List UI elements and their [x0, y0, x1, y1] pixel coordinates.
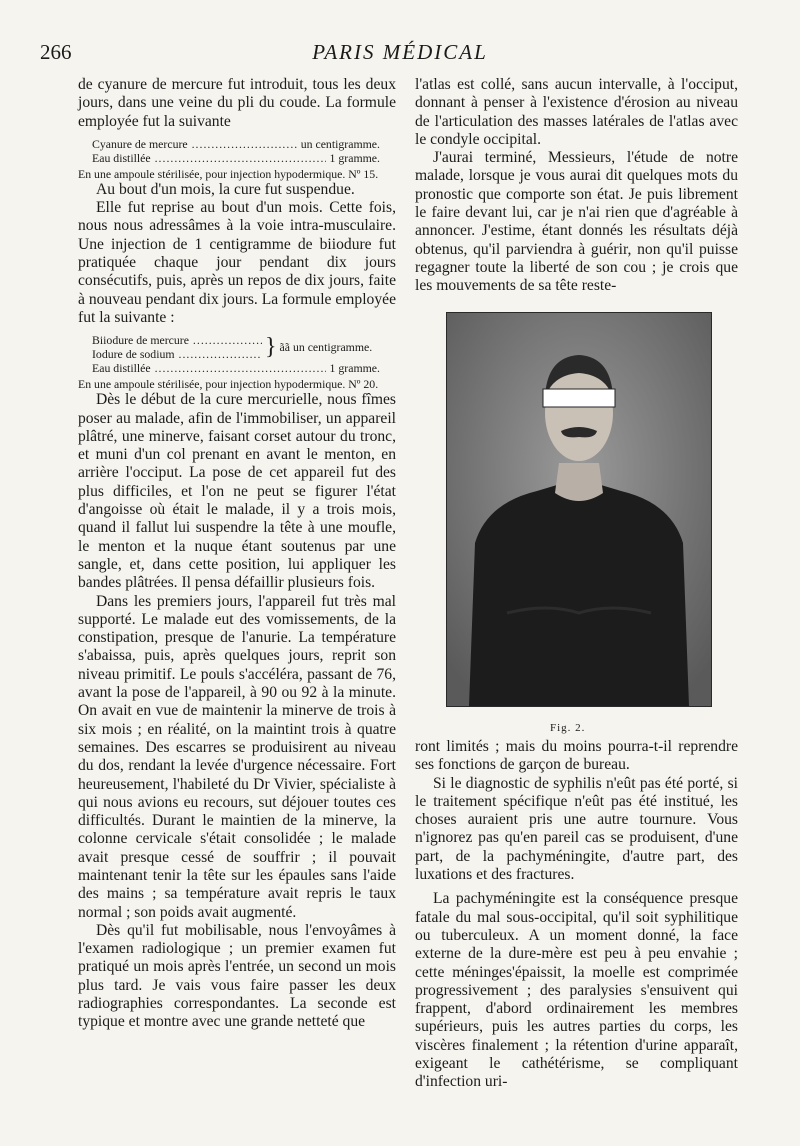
formula-quantity: 1 gramme.: [329, 150, 380, 165]
formula-block-2: [92, 333, 380, 375]
paragraph: J'aurai terminé, Messieurs, l'étude de notre malade, lorsque je vous aurai dit quelques mots du pronostic que comporte son état. Je puis librement le faire devant lui, car je n'ai rien que d'agréable à annoncer. J'estime, étant donnés les résultats déjà obtenus, qu'il parviendra à guérir, non qu'il puisse regagner toute la liberté de son cou ; je crois que les mouvements de sa tête reste-: [415, 149, 738, 295]
formula-note: En une ampoule stérilisée, pour injection hypodermique. Nº 20.: [78, 377, 379, 392]
journal-title: PARIS MÉDICAL: [312, 40, 488, 64]
formula-note: En une ampoule stérilisée, pour injection hypodermique. Nº 15.: [78, 166, 379, 181]
paragraph: Dès qu'il fut mobilisable, nous l'envoyâmes à l'examen radiologique ; un premier examen fut pratiqué un mois après l'entrée, un second un mois plus tard. Je vais vous faire passer les deux radiographies correspondantes. La seconde est typique et montre avec une grande netteté que: [78, 921, 396, 1031]
right-column-bottom: [415, 738, 738, 1092]
formula-ingredient: Iodure de sodium .....: [92, 347, 262, 361]
paragraph: ront limités ; mais du moins pourra-t-il reprendre ses fonctions de garçon de bureau.: [415, 738, 738, 774]
formula-ingredient: Biiodure de mercure .....: [92, 333, 262, 347]
formula-ingredient: Eau distillée .....: [92, 361, 326, 375]
paragraph: Au bout d'un mois, la cure fut suspendue.: [96, 180, 355, 198]
photo-illustration: [447, 313, 711, 706]
paragraph: Dès le début de la cure mercurielle, nous fîmes poser au malade, afin de l'immobiliser, un appareil plâtré, une minerve, faisant corset autour du tronc, et muni d'un col prenant en avant le menton, en arrière l'occiput. La pose de cet appareil fut des plus difficiles, et l'on ne peut se figurer l'état d'angoisse où était le malade, il y a trois mois, quand il fallut lui suspendre la tête à une moufle, le menton et la nuque étant soutenus par une sangle, et, dans cette position, lui appliquer les bandes plâtrées. Il pensa défaillir plusieurs fois.: [78, 391, 396, 592]
figure-caption: Fig. 2.: [550, 722, 586, 734]
formula-quantity: ãã un centigramme.: [279, 340, 373, 355]
paragraph: La pachyméningite est la conséquence presque fatale du mal sous-occipital, qu'il soit syphilitique ou tuberculeux. A un moment donné, la face externe de la dure-mère est peu à peu envahie ; cette méninges'épaissit, la moelle est comprimée progressivement ; des paralysies s'ensuivent qui frappent, d'abord ordinairement les membres supérieurs, puis les autres parties du corps, les viscères finalement ; la rétention d'urine apparaît, exigeant le cathétérisme, se compliquant d'infection uri-: [415, 890, 738, 1091]
formula-ingredient: Eau distillée .....: [92, 151, 326, 165]
paragraph: Si le diagnostic de syphilis n'eût pas été porté, si le traitement spécifique n'eût pas été institué, les choses auraient pris une autre tournure. Vous n'ignorez pas qu'en pareil cas se produisent, d'une part, de la pachyméningite, d'autre part, des luxations et des fractures.: [415, 774, 738, 884]
paragraph: l'atlas est collé, sans aucun intervalle, à l'occiput, donnant à penser à l'existence d'érosion au niveau de l'articulation des masses latérales de l'atlas avec le condyle occipital.: [415, 76, 738, 148]
formula-group: [92, 333, 380, 361]
brace-symbol: }: [265, 334, 277, 361]
left-column: [78, 76, 396, 1032]
paragraph: Elle fut reprise au bout d'un mois. Cette fois, nous nous adressâmes à la voie intra-musculaire. Une injection de 1 centigramme de biiodure fut pratiquée chaque jour pendant dix jours consécutifs, puis, après un repos de dix jours, faite à nouveau pendant dix jours. La formule employée fut la suivante :: [78, 199, 396, 326]
formula-ingredient: Cyanure de mercure .....: [92, 137, 297, 151]
page-number: 266: [40, 40, 72, 64]
patient-photograph: [446, 312, 712, 707]
paragraph: Dans les premiers jours, l'appareil fut très mal supporté. Le malade eut des vomissements, de la constipation, presque de l'anurie. La température s'abaissa, puis, après quelques jours, reprit son niveau primitif. Le pouls s'accéléra, passant de 76, avant la pose de l'appareil, à 90 ou 92 à la minute. On avait en vue de maintenir la minerve de trois à six mois ; en réalité, on la maintint trois à quatre semaines. Des escarres se produisirent au niveau du dos, rendant la levée d'urgence nécessaire. Fort heureusement, l'habileté du Dr Vivier, spécialiste à qui nous avions eu recours, sut déjouer toutes ces difficultés. Durant le maintien de la minerve, la colonne cervicale s'était consolidée ; le malade avait presque cessé de souffrir ; il pouvait maintenant tenir la tête sur les épaules sans l'aide des mains ; sa température avait repris le taux normal ; son poids avait augmenté.: [78, 592, 396, 921]
right-column-top: [415, 76, 738, 296]
paragraph: de cyanure de mercure fut introduit, tous les deux jours, dans une veine du pli du coude. La formule employée fut la suivante: [78, 76, 396, 130]
formula-block-1: [92, 137, 380, 165]
formula-quantity: un centigramme.: [300, 136, 380, 151]
formula-line: [92, 151, 380, 165]
formula-quantity: 1 gramme.: [329, 361, 380, 376]
formula-line: [92, 137, 380, 151]
formula-line: [92, 361, 380, 375]
